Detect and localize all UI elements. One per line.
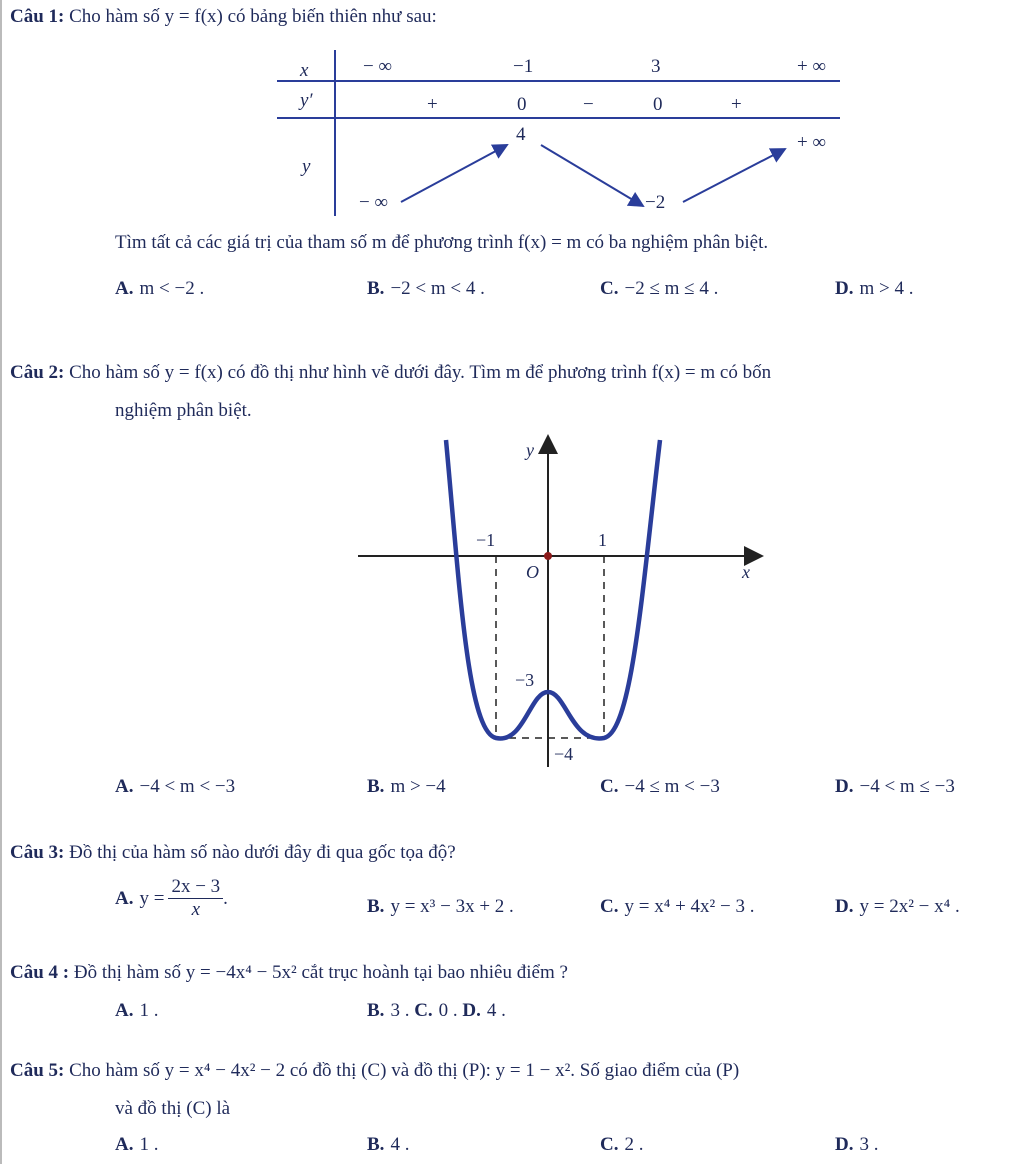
q2-stem-line1: Cho hàm số y = f(x) có đồ thị như hình vẽ dưới đây. Tìm m để phương trình f(x) = m có bốn	[69, 362, 772, 383]
origin-label: O	[526, 562, 539, 582]
table-row-x: x	[300, 60, 309, 81]
tick-neg3: −3	[515, 670, 535, 690]
q3-stem: Đồ thị của hàm số nào dưới đây đi qua gốc tọa độ?	[69, 842, 456, 863]
q1-option-d[interactable]: D. m > 4 .	[835, 278, 914, 299]
fraction: $\frac{2x - 3}{x}$	[168, 876, 223, 921]
q4-option-d[interactable]: D. 4 .	[462, 1000, 506, 1021]
q5-header	[10, 1060, 739, 1082]
table-x-3: + ∞	[797, 56, 827, 77]
q4-option-b[interactable]: B. 3 .	[367, 1000, 410, 1021]
tick-neg1: −1	[476, 530, 496, 550]
arrow-up-1	[401, 145, 507, 202]
q1-option-a[interactable]: A. m < −2 .	[115, 278, 205, 299]
q1-label: Câu 1:	[10, 6, 65, 27]
table-sign-1: 0	[517, 94, 527, 115]
tick-1: 1	[598, 530, 607, 550]
table-x-1: −1	[513, 56, 534, 77]
q2-option-a[interactable]: A. −4 < m < −3	[115, 776, 236, 797]
x-axis-label: x	[742, 562, 750, 582]
q2-label: Câu 2:	[10, 362, 65, 383]
table-y-right: + ∞	[797, 132, 827, 153]
q5-option-b[interactable]: B. 4 .	[367, 1134, 410, 1155]
q2-option-d[interactable]: D. −4 < m ≤ −3	[835, 776, 955, 797]
q3-option-d[interactable]: D. y = 2x² − x⁴ .	[835, 896, 960, 917]
q3-option-a[interactable]: A. y = $\frac{2x - 3}{x}$ .	[115, 876, 228, 920]
q5-option-a[interactable]: A. 1 .	[115, 1134, 159, 1155]
table-y-left: − ∞	[359, 192, 389, 213]
table-row-dy: y′	[300, 90, 313, 111]
table-sign-2: −	[583, 94, 594, 115]
q1-stem: Cho hàm số y = f(x) có bảng biến thiên như sau:	[69, 6, 437, 27]
table-sign-4: +	[731, 94, 742, 115]
q5-label: Câu 5:	[10, 1060, 65, 1081]
table-y-min: −2	[645, 192, 666, 213]
table-x-0: − ∞	[363, 56, 393, 77]
table-row-y: y	[302, 156, 311, 177]
q3-option-c[interactable]: C. y = x⁴ + 4x² − 3 .	[600, 896, 755, 917]
q4-options-bcd	[367, 1000, 506, 1022]
table-x-2: 3	[651, 56, 661, 77]
q4-label: Câu 4 :	[10, 962, 70, 983]
q4-header	[10, 962, 568, 984]
q5-option-c[interactable]: C. 2 .	[600, 1134, 644, 1155]
table-sign-3: 0	[653, 94, 663, 115]
q5-option-d[interactable]: D. 3 .	[835, 1134, 879, 1155]
q1-option-c[interactable]: C. −2 ≤ m ≤ 4 .	[600, 278, 719, 299]
q2-option-b[interactable]: B. m > −4	[367, 776, 446, 797]
q2-graph	[350, 432, 780, 772]
q5-stem-line1: Cho hàm số y = x⁴ − 4x² − 2 có đồ thị (C) và đồ thị (P): y = 1 − x². Số giao điểm của (P)	[69, 1060, 740, 1081]
q2-header	[10, 362, 771, 384]
left-page-border	[0, 0, 2, 1164]
table-y-max: 4	[516, 124, 526, 145]
quartic-curve	[446, 440, 660, 738]
q2-option-c[interactable]: C. −4 ≤ m < −3	[600, 776, 720, 797]
arrow-up-2	[683, 149, 785, 202]
table-sign-0: +	[427, 94, 438, 115]
q5-stem-line2: và đồ thị (C) là	[115, 1098, 231, 1119]
q3-option-b[interactable]: B. y = x³ − 3x + 2 .	[367, 896, 514, 917]
q1-header	[10, 6, 437, 28]
origin-dot	[544, 552, 552, 560]
q3-label: Câu 3:	[10, 842, 65, 863]
q1-question: Tìm tất cả các giá trị của tham số m để phương trình f(x) = m có ba nghiệm phân biệt.	[115, 232, 769, 253]
y-axis-label: y	[526, 440, 534, 460]
q3-header	[10, 842, 456, 864]
q2-stem-line2: nghiệm phân biệt.	[115, 400, 252, 421]
q4-option-a[interactable]: A. 1 .	[115, 1000, 159, 1021]
q1-variation-table	[275, 48, 845, 220]
q1-option-b[interactable]: B. −2 < m < 4 .	[367, 278, 485, 299]
tick-neg4: −4	[554, 744, 574, 764]
arrow-down	[541, 145, 643, 206]
q4-stem: Đồ thị hàm số y = −4x⁴ − 5x² cắt trục hoành tại bao nhiêu điểm ?	[73, 962, 568, 983]
q4-option-c[interactable]: C. 0 .	[414, 1000, 458, 1021]
